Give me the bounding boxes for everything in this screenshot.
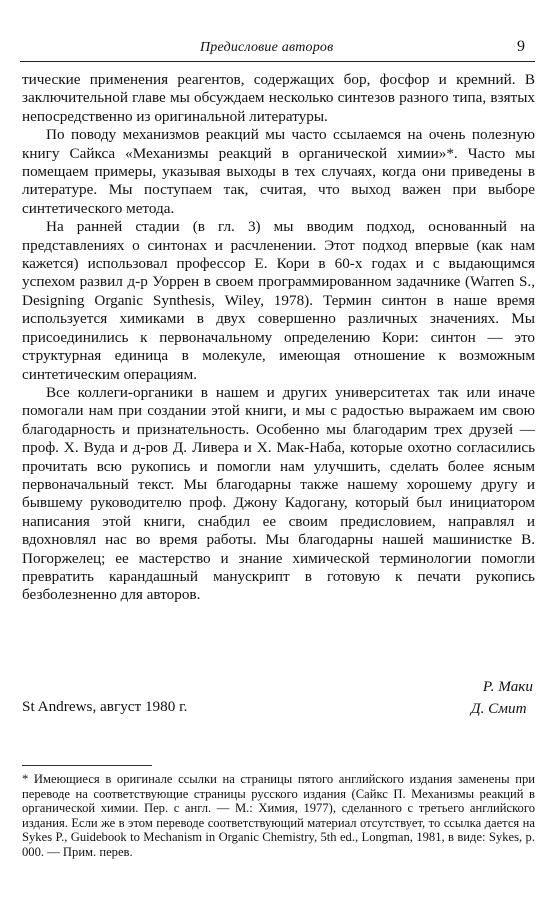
place-date: St Andrews, август 1980 г. — [22, 698, 188, 715]
header-rule — [20, 61, 535, 62]
footnote: * Имеющиеся в оригинале ссылки на страницы пятого английского издания заменены при переводе на соответствующие страницы русского издания (Сайкс П. Механизмы реакций в органической химии. Пер. с англ. — М.: Химия, 1977), сделанного с третьего английского издания. Если же в этом переводе соответствующий материал отсутствует, то ссылка дается на Sykes P., Guidebook to Mechanism in Organic Chemistry, 5th ed., Longman, 1981, в виде: Sykes, p. 000. — Прим. перев. — [22, 772, 535, 859]
page-number: 9 — [517, 38, 525, 55]
author-1: Р. Маки — [482, 678, 533, 695]
paragraph-4: Все коллеги-органики в нашем и других университетах так или иначе помогали нам при создании этой книги, и мы с радостью выражаем им свою благодарность и признательность. Особенно мы благодарим трех друзей — проф. Х. Вуда и д-ров Д. Ливера и Х. Мак-Наба, которые охотно согласились прочитать всю рукопись и помогли нам улучшить, сделать более ясным первоначальный текст. Мы благодарны также нашему хорошему другу и бывшему руководителю проф. Джону Кадогану, который был инициатором написания этой книги, снабдил ее своим предисловием, направлял и вдохновлял нас во время работы. Мы благодарны нашей машинистке В. Погоржелец; ее мастерство и знание химической терминологии помогли превратить карандашный манускрипт в готовую к печати рукопись безболезненно для авторов. — [22, 383, 535, 604]
author-names — [471, 676, 533, 720]
paragraph-3: На ранней стадии (в гл. 3) мы вводим подход, основанный на представлениях о синтонах и расчленении. Этот подход впервые (как нам кажется) использовал профессор Е. Кори в 60-х годах и с выдающимся успехом развил д-р Уоррен в своем программированном задачнике (Warren S., Designing Organic Synthesis, Wiley, 1978). Термин синтон в наше время используется химиками в двух совершенно различных значениях. Мы присоединились к первоначальному определению Кори: синтон — это структурная единица в молекуле, имеющая отношение к возможным синтетическим операциям. — [22, 218, 535, 383]
paragraph-2: По поводу механизмов реакций мы часто ссылаемся на очень полезную книгу Сайкса «Механизмы реакций в органической химии»*. Часто мы помещаем примеры, указывая выходы в тех случаях, когда они приведены в литературе. Мы поступаем так, считая, что выход важен при выборе синтетического метода. — [22, 126, 535, 217]
page-header — [20, 40, 535, 60]
footnote-rule — [22, 765, 152, 766]
running-title: Предисловие авторов — [200, 40, 334, 55]
body-text — [22, 71, 535, 605]
paragraph-1: тические применения реагентов, содержащих бор, фосфор и кремний. В заключительной главе мы обсуждаем несколько синтезов разного типа, взятых непосредственно из оригинальной литературы. — [22, 71, 535, 125]
author-2: Д. Смит — [470, 700, 527, 717]
